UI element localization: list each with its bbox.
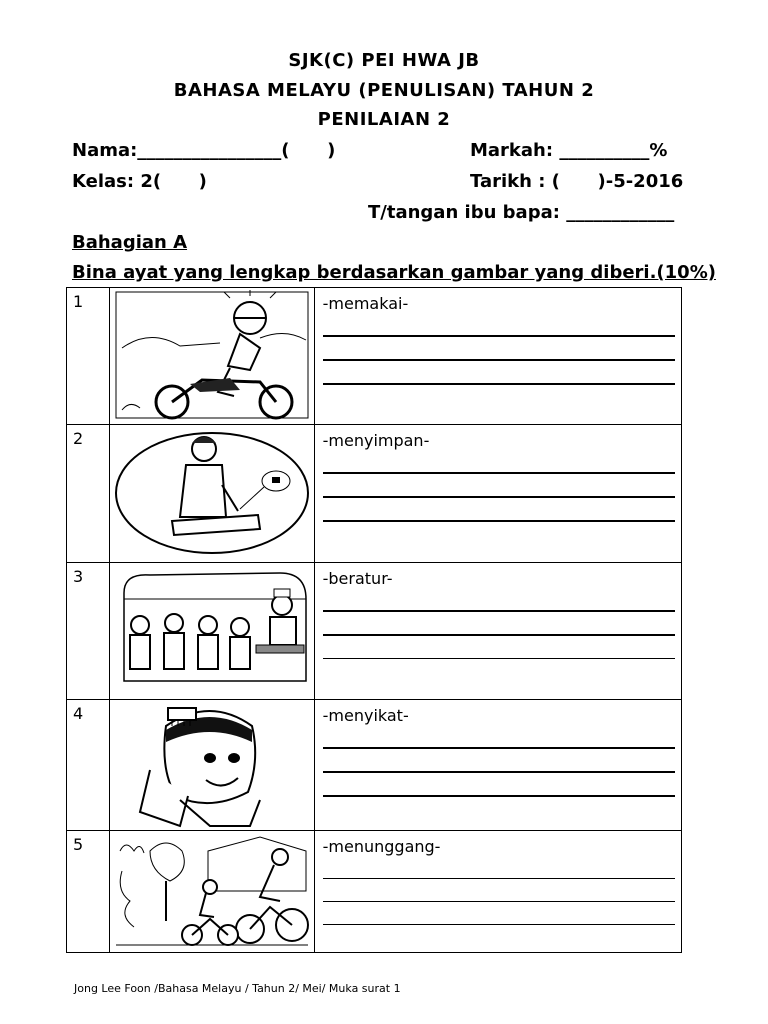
question-number: 3: [67, 563, 110, 700]
nama-field[interactable]: Nama:________________( ): [72, 140, 336, 161]
question-row: [67, 700, 682, 831]
answer-line[interactable]: [323, 520, 675, 522]
page-footer: Jong Lee Foon /Bahasa Melayu / Tahun 2/ Mei/ Muka surat 1: [74, 982, 401, 995]
question-picture: [109, 831, 314, 953]
subject-title: BAHASA MELAYU (PENULISAN) TAHUN 2: [173, 80, 595, 101]
answer-area[interactable]: [314, 831, 681, 953]
answer-line[interactable]: [323, 795, 675, 797]
parent-signature-field[interactable]: T/tangan ibu bapa: ____________: [368, 202, 675, 223]
children-cycling-icon: [110, 831, 314, 951]
answer-area[interactable]: [314, 563, 681, 700]
answer-line[interactable]: [323, 335, 675, 337]
target-word: -beratur-: [322, 569, 393, 588]
question-number: 1: [67, 288, 110, 425]
answer-line[interactable]: [323, 747, 675, 749]
answer-line[interactable]: [323, 771, 675, 773]
answer-area[interactable]: [314, 425, 681, 563]
section-title: Bahagian A: [72, 232, 188, 253]
answer-line[interactable]: [323, 496, 675, 498]
question-picture: [109, 700, 314, 831]
answer-area[interactable]: [314, 288, 681, 425]
question-row: [67, 831, 682, 953]
question-row: [67, 563, 682, 700]
question-picture: [109, 288, 314, 425]
question-picture: [109, 563, 314, 700]
school-name: SJK(C) PEI HWA JB: [288, 50, 480, 71]
children-queue-canteen-icon: [110, 563, 314, 697]
target-word: -menyikat-: [322, 706, 409, 725]
target-word: -memakai-: [322, 294, 409, 313]
question-table: [66, 287, 682, 953]
target-word: -menunggang-: [322, 837, 441, 856]
question-picture: [109, 425, 314, 563]
answer-line[interactable]: [323, 878, 675, 879]
tarikh-field[interactable]: Tarikh : ( )-5-2016: [470, 171, 684, 192]
assessment-title: PENILAIAN 2: [317, 109, 451, 130]
target-word: -menyimpan-: [322, 431, 430, 450]
question-number: 5: [67, 831, 110, 953]
answer-line[interactable]: [323, 610, 675, 612]
question-number: 4: [67, 700, 110, 831]
instruction-text: Bina ayat yang lengkap berdasarkan gambar yang diberi.(10%): [72, 262, 716, 283]
answer-line[interactable]: [323, 359, 675, 361]
kelas-field[interactable]: Kelas: 2( ): [72, 171, 207, 192]
answer-line[interactable]: [323, 901, 675, 902]
question-number: 2: [67, 425, 110, 563]
markah-field[interactable]: Markah: __________%: [470, 140, 668, 161]
question-row: [67, 425, 682, 563]
boy-combing-hair-icon: [110, 700, 314, 830]
answer-line[interactable]: [323, 658, 675, 659]
answer-line[interactable]: [323, 472, 675, 474]
question-row: [67, 288, 682, 425]
answer-line[interactable]: [323, 383, 675, 385]
answer-line[interactable]: [323, 924, 675, 925]
motorcycle-rider-helmet-icon: [110, 288, 314, 422]
answer-line[interactable]: [323, 634, 675, 636]
answer-area[interactable]: [314, 700, 681, 831]
boy-storing-item-icon: [110, 425, 314, 559]
